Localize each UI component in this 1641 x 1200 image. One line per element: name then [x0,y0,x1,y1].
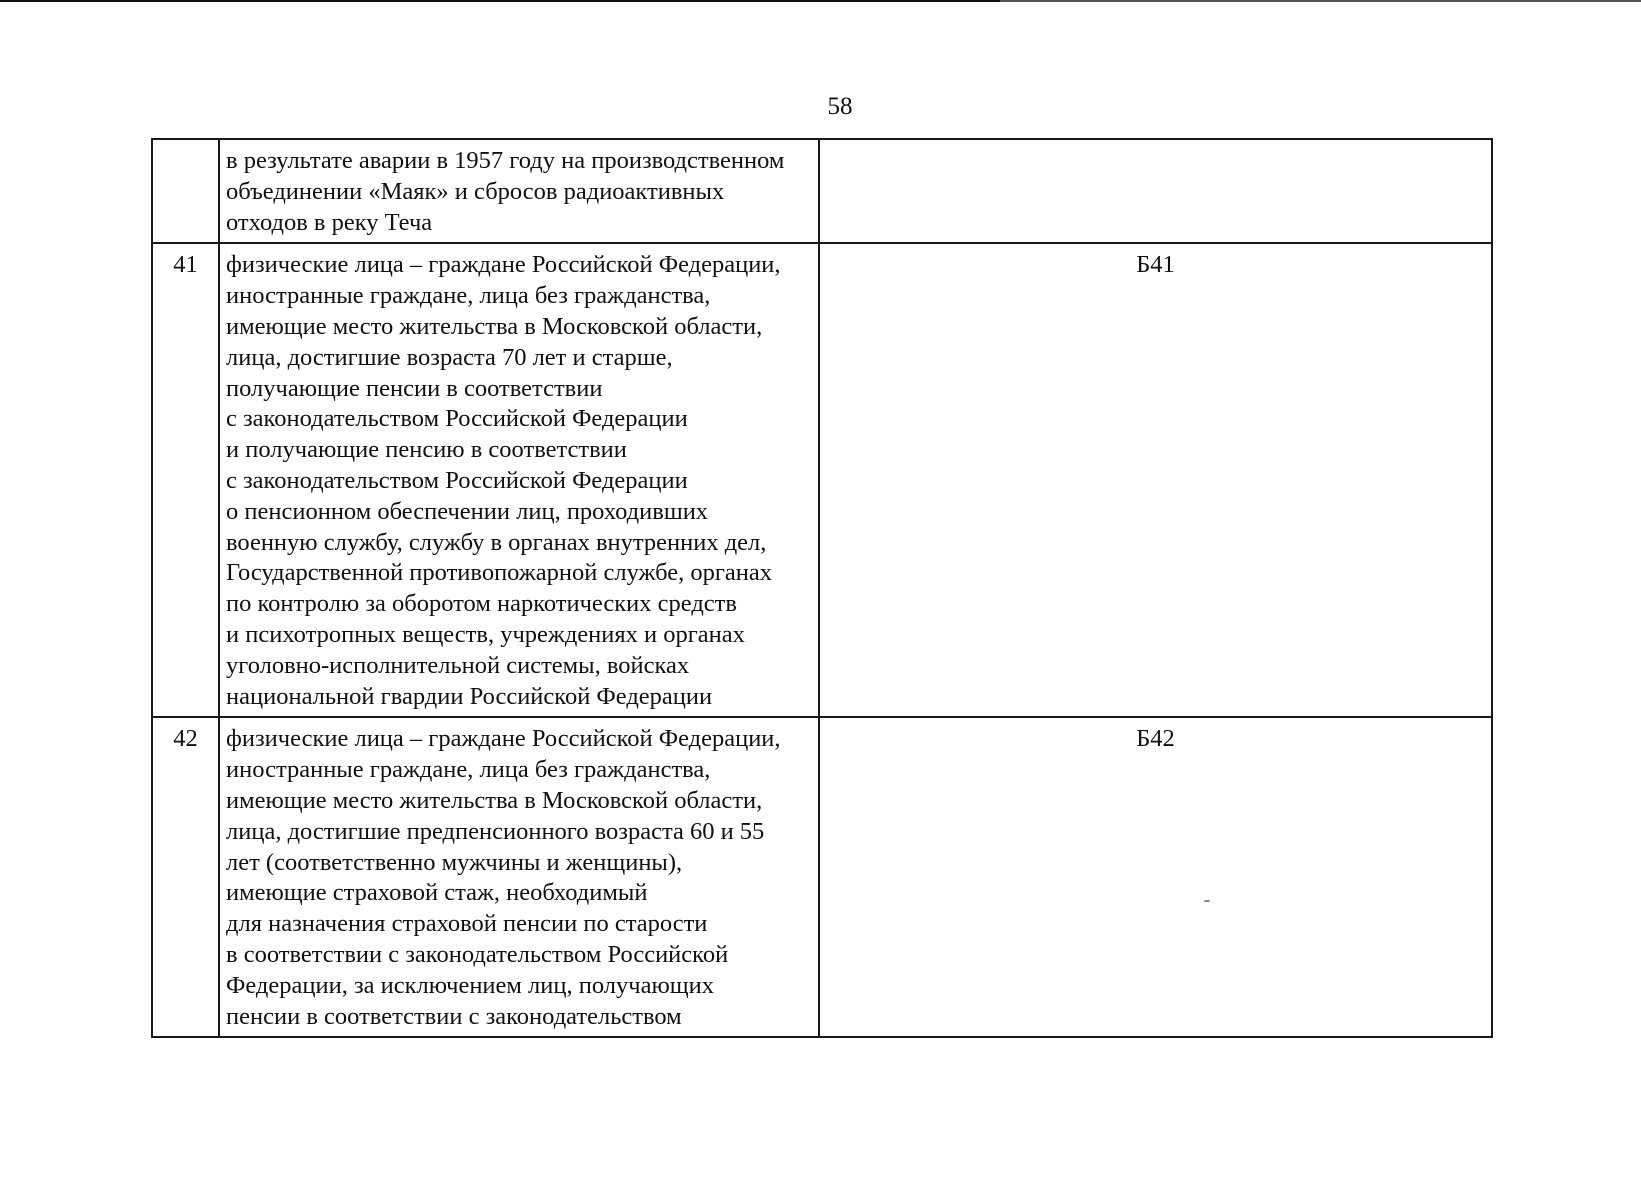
description-line: физические лица – граждане Российской Федерации, [226,725,781,753]
description-line: для назначения страховой пенсии по старости [226,910,708,938]
table-row [152,717,1492,1037]
description-line: национальной гвардии Российской Федерации [226,682,713,710]
description-line: уголовно-исполнительной системы, войсках [226,651,690,679]
table-row [152,243,1492,717]
table-row [152,139,1492,243]
description-line: Федерации, за исключением лиц, получающих [226,971,714,999]
description-line: в соответствии с законодательством Российской [226,940,729,968]
description-line: объединении «Маяк» и сбросов радиоактивных [226,177,725,205]
description-line: имеющие место жительства в Московской области, [226,786,763,814]
row-code [819,139,1492,243]
description-line: и получающие пенсию в соответствии [226,436,627,464]
description-line: и психотропных веществ, учреждениях и органах [226,620,745,648]
row-description [219,717,819,1037]
description-line: имеющие страховой стаж, необходимый [226,879,648,907]
description-line: получающие пенсии в соответствии [226,374,603,402]
description-line: иностранные граждане, лица без гражданства, [226,282,711,310]
description-line: по контролю за оборотом наркотических средств [226,590,737,618]
description-line: имеющие место жительства в Московской области, [226,312,763,340]
description-line: физические лица – граждане Российской Федерации, [226,251,781,279]
description-line: с законодательством Российской Федерации [226,466,688,494]
document-table [151,138,1493,1038]
description-line: с законодательством Российской Федерации [226,405,688,433]
description-line: отходов в реку Теча [226,208,433,236]
description-line: лет (соответственно мужчины и женщины), [226,848,683,876]
row-code: Б42 [819,717,1492,1037]
page-number: 58 [827,93,853,120]
scan-top-edge-dark [0,0,1000,2]
description-line: о пенсионном обеспечении лиц, проходивших [226,497,709,525]
description-line: в результате аварии в 1957 году на производственном [226,147,785,174]
scan-speck [1204,900,1210,902]
description-line: лица, достигшие предпенсионного возраста 60 и 55 [226,817,765,845]
row-description [219,139,819,243]
description-line: иностранные граждане, лица без гражданства, [226,756,711,784]
description-line: лица, достигшие возраста 70 лет и старше, [226,343,673,371]
row-code: Б41 [819,243,1492,717]
description-line: военную службу, службу в органах внутренних дел, [226,528,767,556]
description-line: пенсии в соответствии с законодательством [226,1002,682,1030]
row-number: 41 [152,243,219,717]
description-line: Государственной противопожарной службе, органах [226,559,773,587]
row-number: 42 [152,717,219,1037]
row-number [152,139,219,243]
row-description [219,243,819,717]
